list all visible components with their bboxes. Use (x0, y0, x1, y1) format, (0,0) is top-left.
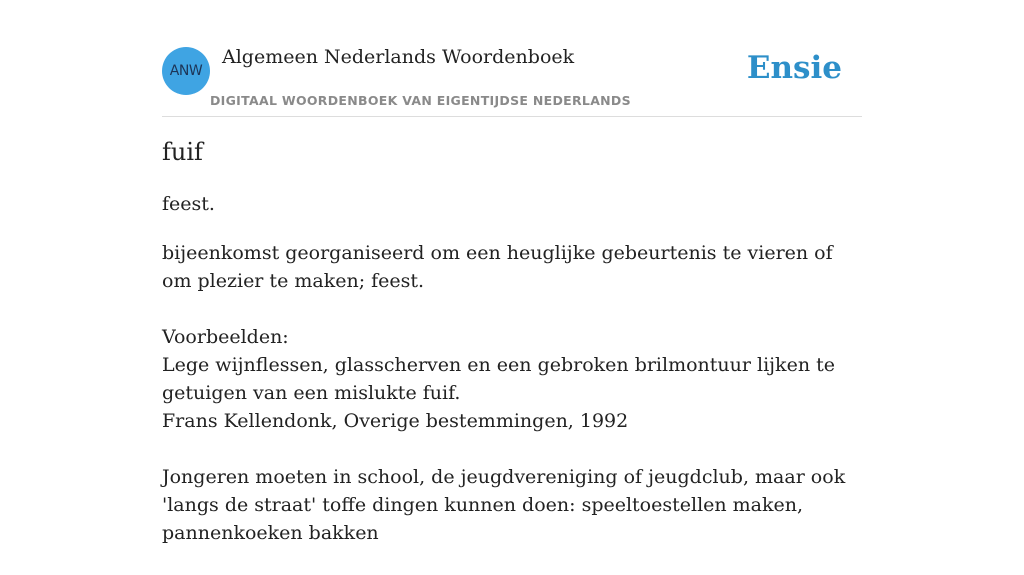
example-text: Lege wijnflessen, glasscherven en een gebroken brilmontuur lijken te getuigen van een mislukte fuif. (162, 354, 835, 404)
example-source: Frans Kellendonk, Overige bestemmingen, 1992 (162, 410, 629, 432)
examples-label: Voorbeelden: (162, 326, 289, 348)
site-subtitle: DIGITAAL WOORDENBOEK VAN EIGENTIJDSE NEDERLANDS (210, 93, 631, 108)
site-header (162, 0, 862, 117)
examples-section (162, 323, 862, 575)
entry-headword: fuif (162, 138, 203, 166)
anw-logo[interactable]: ANW (162, 47, 210, 95)
site-title[interactable]: Algemeen Nederlands Woordenboek (222, 46, 575, 68)
entry-short-definition: feest. (162, 193, 215, 215)
example-item (162, 463, 862, 547)
example-text: Jongeren moeten in school, de jeugdvereniging of jeugdclub, maar ook 'langs de straat' toffe dingen kunnen doen: speeltoestellen maken, pannenkoeken bakken (162, 466, 846, 544)
page-container (162, 0, 862, 544)
ensie-brand-link[interactable]: Ensie (746, 50, 842, 86)
entry-definition: bijeenkomst georganiseerd om een heuglijke gebeurtenis te vieren of om plezier te maken; feest. (162, 242, 833, 292)
example-item (162, 351, 862, 435)
